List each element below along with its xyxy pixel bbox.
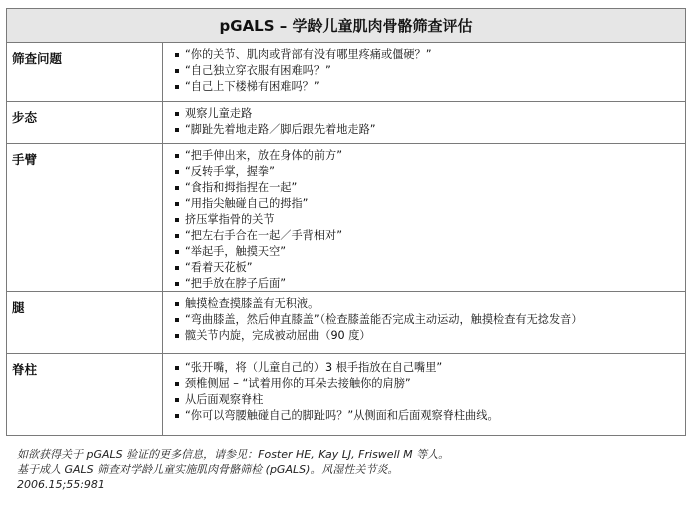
list-item: “你可以弯腰触碰自己的脚趾吗？”从侧面和后面观察脊柱曲线。 [173,408,685,424]
footnote-line: 如欲获得关于 pGALS 验证的更多信息，请参见：Foster HE, Kay LJ, Friswell M 等人。 [17,448,450,461]
footnote-line: 2006.15;55:981 [17,478,105,491]
list-item: “反转手掌，握拳” [173,164,685,180]
item-list [163,292,685,344]
list-item: “你的关节、肌肉或背部有没有哪里疼痛或僵硬？” [173,47,685,63]
list-item: “看着天花板” [173,260,685,276]
list-item: “脚趾先着地走路／脚后跟先着地走路” [173,122,685,138]
section-arms [7,144,685,292]
section-gait [7,102,685,144]
list-item: “张开嘴，将（儿童自己的）3 根手指放在自己嘴里” [173,360,685,376]
table-title: pGALS – 学龄儿童肌肉骨骼筛查评估 [7,9,685,43]
list-item: 观察儿童走路 [173,106,685,122]
reference-footnote [17,447,449,492]
category-label: 腿 [7,292,163,353]
list-item: 从后面观察脊柱 [173,392,685,408]
item-list [163,144,685,292]
category-label: 脊柱 [7,354,163,435]
list-item: “把左右手合在一起／手背相对” [173,228,685,244]
category-label: 手臂 [7,144,163,291]
section-legs [7,292,685,354]
category-label: 步态 [7,102,163,143]
list-item: 髋关节内旋，完成被动屈曲（90 度） [173,328,685,344]
list-item: “用指尖触碰自己的拇指” [173,196,685,212]
list-item: “把手伸出来，放在身体的前方” [173,148,685,164]
list-item: 触摸检查摸膝盖有无积液。 [173,296,685,312]
section-screening-questions [7,43,685,102]
item-list [163,102,685,138]
list-item: “自己上下楼梯有困难吗？” [173,79,685,95]
list-item: “举起手，触摸天空” [173,244,685,260]
category-label: 筛查问题 [7,43,163,101]
item-list [163,43,685,95]
list-item: “弯曲膝盖，然后伸直膝盖”（检查膝盖能否完成主动运动，触摸检查有无捻发音） [173,312,685,328]
list-item: 挤压掌指骨的关节 [173,212,685,228]
footnote-line: 基于成人 GALS 筛查对学龄儿童实施肌肉骨骼筛检 (pGALS)。风湿性关节炎。 [17,463,399,476]
list-item: 颈椎侧屈 – “试着用你的耳朵去接触你的肩膀” [173,376,685,392]
item-list [163,354,685,424]
list-item: “自己独立穿衣服有困难吗？” [173,63,685,79]
section-spine [7,354,685,435]
pgals-table [6,8,686,436]
list-item: “食指和拇指捏在一起” [173,180,685,196]
list-item: “把手放在脖子后面” [173,276,685,292]
